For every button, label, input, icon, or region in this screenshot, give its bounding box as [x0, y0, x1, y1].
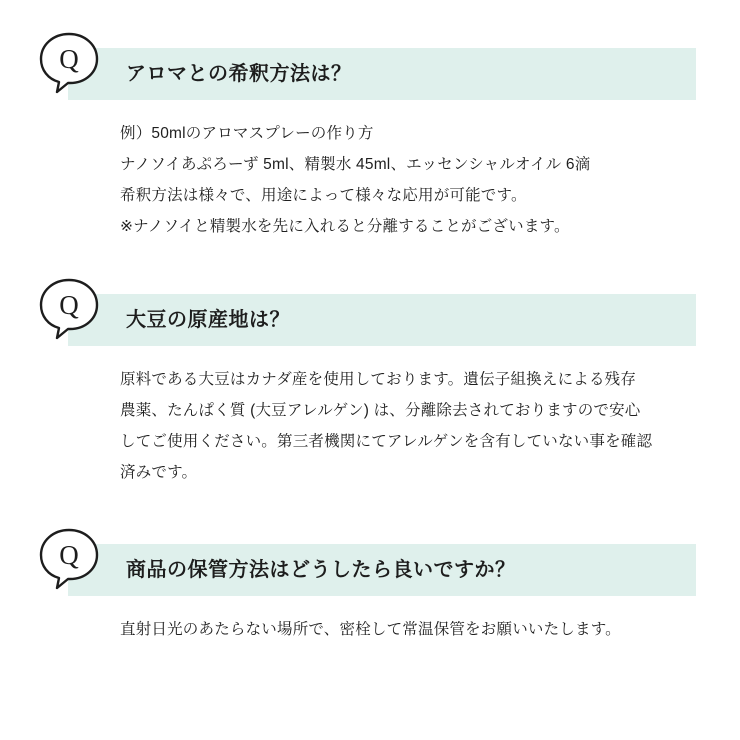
- answer-text: [120, 118, 696, 242]
- svg-text:Q: Q: [59, 44, 79, 74]
- answer-line: ※ナノソイと精製水を先に入れると分離することがございます。: [120, 218, 570, 235]
- question-badge-icon: [38, 528, 100, 590]
- faq-item: [0, 540, 740, 645]
- faq-list: [0, 44, 740, 675]
- answer-line: 希釈方法は様々で、用途によって様々な応用が可能です。: [120, 187, 527, 204]
- answer-line: 済みです。: [120, 464, 198, 481]
- svg-text:Q: Q: [59, 540, 79, 570]
- question-title: 大豆の原産地は？: [126, 309, 290, 331]
- svg-text:Q: Q: [59, 290, 79, 320]
- answer-text: [120, 614, 696, 645]
- question-band: [68, 544, 696, 596]
- answer-line: 原料である大豆はカナダ産を使用しております。遺伝子組換えによる残存: [120, 371, 637, 388]
- faq-item: [0, 44, 740, 242]
- answer-line: 例）50mlのアロマスプレーの作り方: [120, 125, 374, 142]
- question-badge-icon: [38, 32, 100, 94]
- answer-line: 直射日光のあたらない場所で、密栓して常温保管をお願いいたします。: [120, 621, 621, 638]
- question-band: [68, 48, 696, 100]
- question-title: 商品の保管方法はどうしたら良いですか？: [126, 559, 516, 581]
- question-band: [68, 294, 696, 346]
- faq-item: [0, 290, 740, 488]
- answer-text: [120, 364, 696, 488]
- question-badge-icon: [38, 278, 100, 340]
- question-title: アロマとの希釈方法は？: [126, 63, 352, 85]
- answer-line: してご使用ください。第三者機関にてアレルゲンを含有していない事を確認: [120, 433, 653, 450]
- answer-line: 農薬、たんぱく質 (大豆アレルゲン) は、分離除去されておりますので安心: [120, 402, 641, 419]
- answer-line: ナノソイあぷろーず 5ml、精製水 45ml、エッセンシャルオイル 6滴: [120, 156, 591, 173]
